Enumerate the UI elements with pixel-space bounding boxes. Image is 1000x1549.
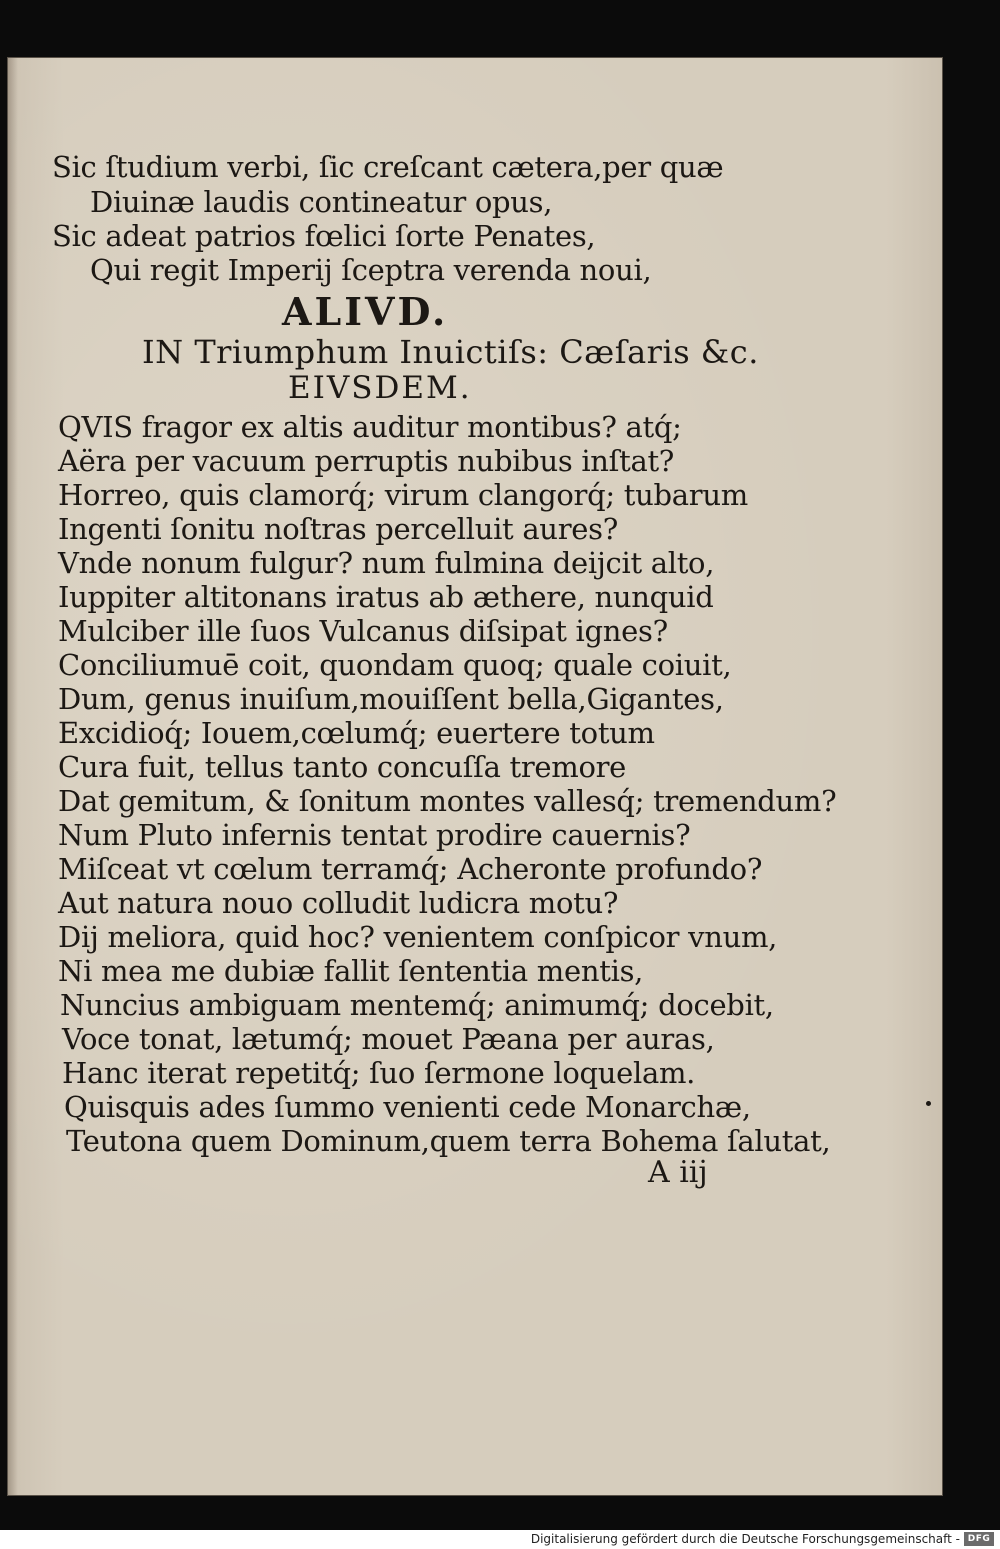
poem-line-9: Dum, genus inuiſum,mouiſſent bella,Gigantes, bbox=[58, 682, 724, 716]
poem-line-14: Miſceat vt cœlum terramq́; Acheronte profundo? bbox=[58, 852, 763, 886]
poem-line-15: Aut natura nouo colludit ludicra motu? bbox=[58, 886, 619, 920]
dfg-logo-icon: DFG bbox=[964, 1532, 994, 1546]
heading-in-triumphum: IN Triumphum Inuictiſs: Cæſaris &c. bbox=[142, 333, 759, 371]
poem-line-11: Cura fuit, tellus tanto concuſſa tremore bbox=[58, 750, 627, 784]
poem-line-21: Quisquis ades ſummo venienti cede Monarchæ, bbox=[64, 1090, 751, 1124]
poem-line-5: Vnde nonum fulgur? num fulmina deijcit alto, bbox=[58, 546, 715, 580]
poem-line-2: Aëra per vacuum perruptis nubibus inſtat? bbox=[58, 444, 675, 478]
heading-eiusdem: EIVSDEM. bbox=[288, 370, 472, 406]
poem-line-top-1: Sic ſtudium verbi, ſic creſcant cætera,per quæ bbox=[52, 150, 724, 184]
poem-line-19: Voce tonat, lætumq́; mouet Pæana per auras, bbox=[62, 1022, 715, 1056]
poem-line-17: Ni mea me dubiæ fallit ſententia mentis, bbox=[58, 954, 644, 988]
book-page bbox=[8, 58, 942, 1495]
poem-line-7: Mulciber ille ſuos Vulcanus diſsipat ignes? bbox=[58, 614, 668, 648]
poem-line-10: Excidioq́; Iouem,cœlumq́; euertere totum bbox=[58, 716, 655, 750]
poem-line-6: Iuppiter altitonans iratus ab æthere, nunquid bbox=[58, 580, 714, 614]
poem-line-top-3: Sic adeat patrios fœlici ſorte Penates, bbox=[52, 219, 596, 253]
poem-line-4: Ingenti ſonitu noſtras percelluit aures? bbox=[58, 512, 618, 546]
poem-line-22: Teutona quem Dominum,quem terra Bohema ſalutat, bbox=[66, 1124, 831, 1158]
poem-line-top-4: Qui regit Imperij ſceptra verenda noui, bbox=[90, 253, 652, 287]
signature-mark: A iij bbox=[648, 1155, 708, 1190]
footer-credit: Digitalisierung gefördert durch die Deutsche Forschungsgemeinschaft - bbox=[530, 1532, 960, 1546]
heading-aliud: ALIVD. bbox=[282, 289, 449, 334]
poem-line-1: QVIS fragor ex altis auditur montibus? atq́; bbox=[58, 410, 682, 444]
poem-line-20: Hanc iterat repetitq́; ſuo ſermone loquelam. bbox=[62, 1056, 696, 1090]
poem-line-top-2: Diuinæ laudis contineatur opus, bbox=[90, 185, 553, 219]
poem-line-3: Horreo, quis clamorq́; virum clangorq́; tubarum bbox=[58, 478, 748, 512]
poem-line-8: Conciliumuē coit, quondam quoq; quale coiuit, bbox=[58, 648, 732, 682]
poem-line-18: Nuncius ambiguam mentemq́; animumq́; docebit, bbox=[60, 988, 774, 1022]
ink-dot bbox=[926, 1101, 931, 1106]
poem-line-12: Dat gemitum, & ſonitum montes vallesq́; tremendum? bbox=[58, 784, 837, 818]
footer-bar bbox=[0, 1530, 1000, 1549]
poem-line-16: Dij meliora, quid hoc? venientem conſpicor vnum, bbox=[58, 920, 778, 954]
poem-line-13: Num Pluto infernis tentat prodire cauernis? bbox=[58, 818, 691, 852]
page-text bbox=[8, 58, 942, 1495]
